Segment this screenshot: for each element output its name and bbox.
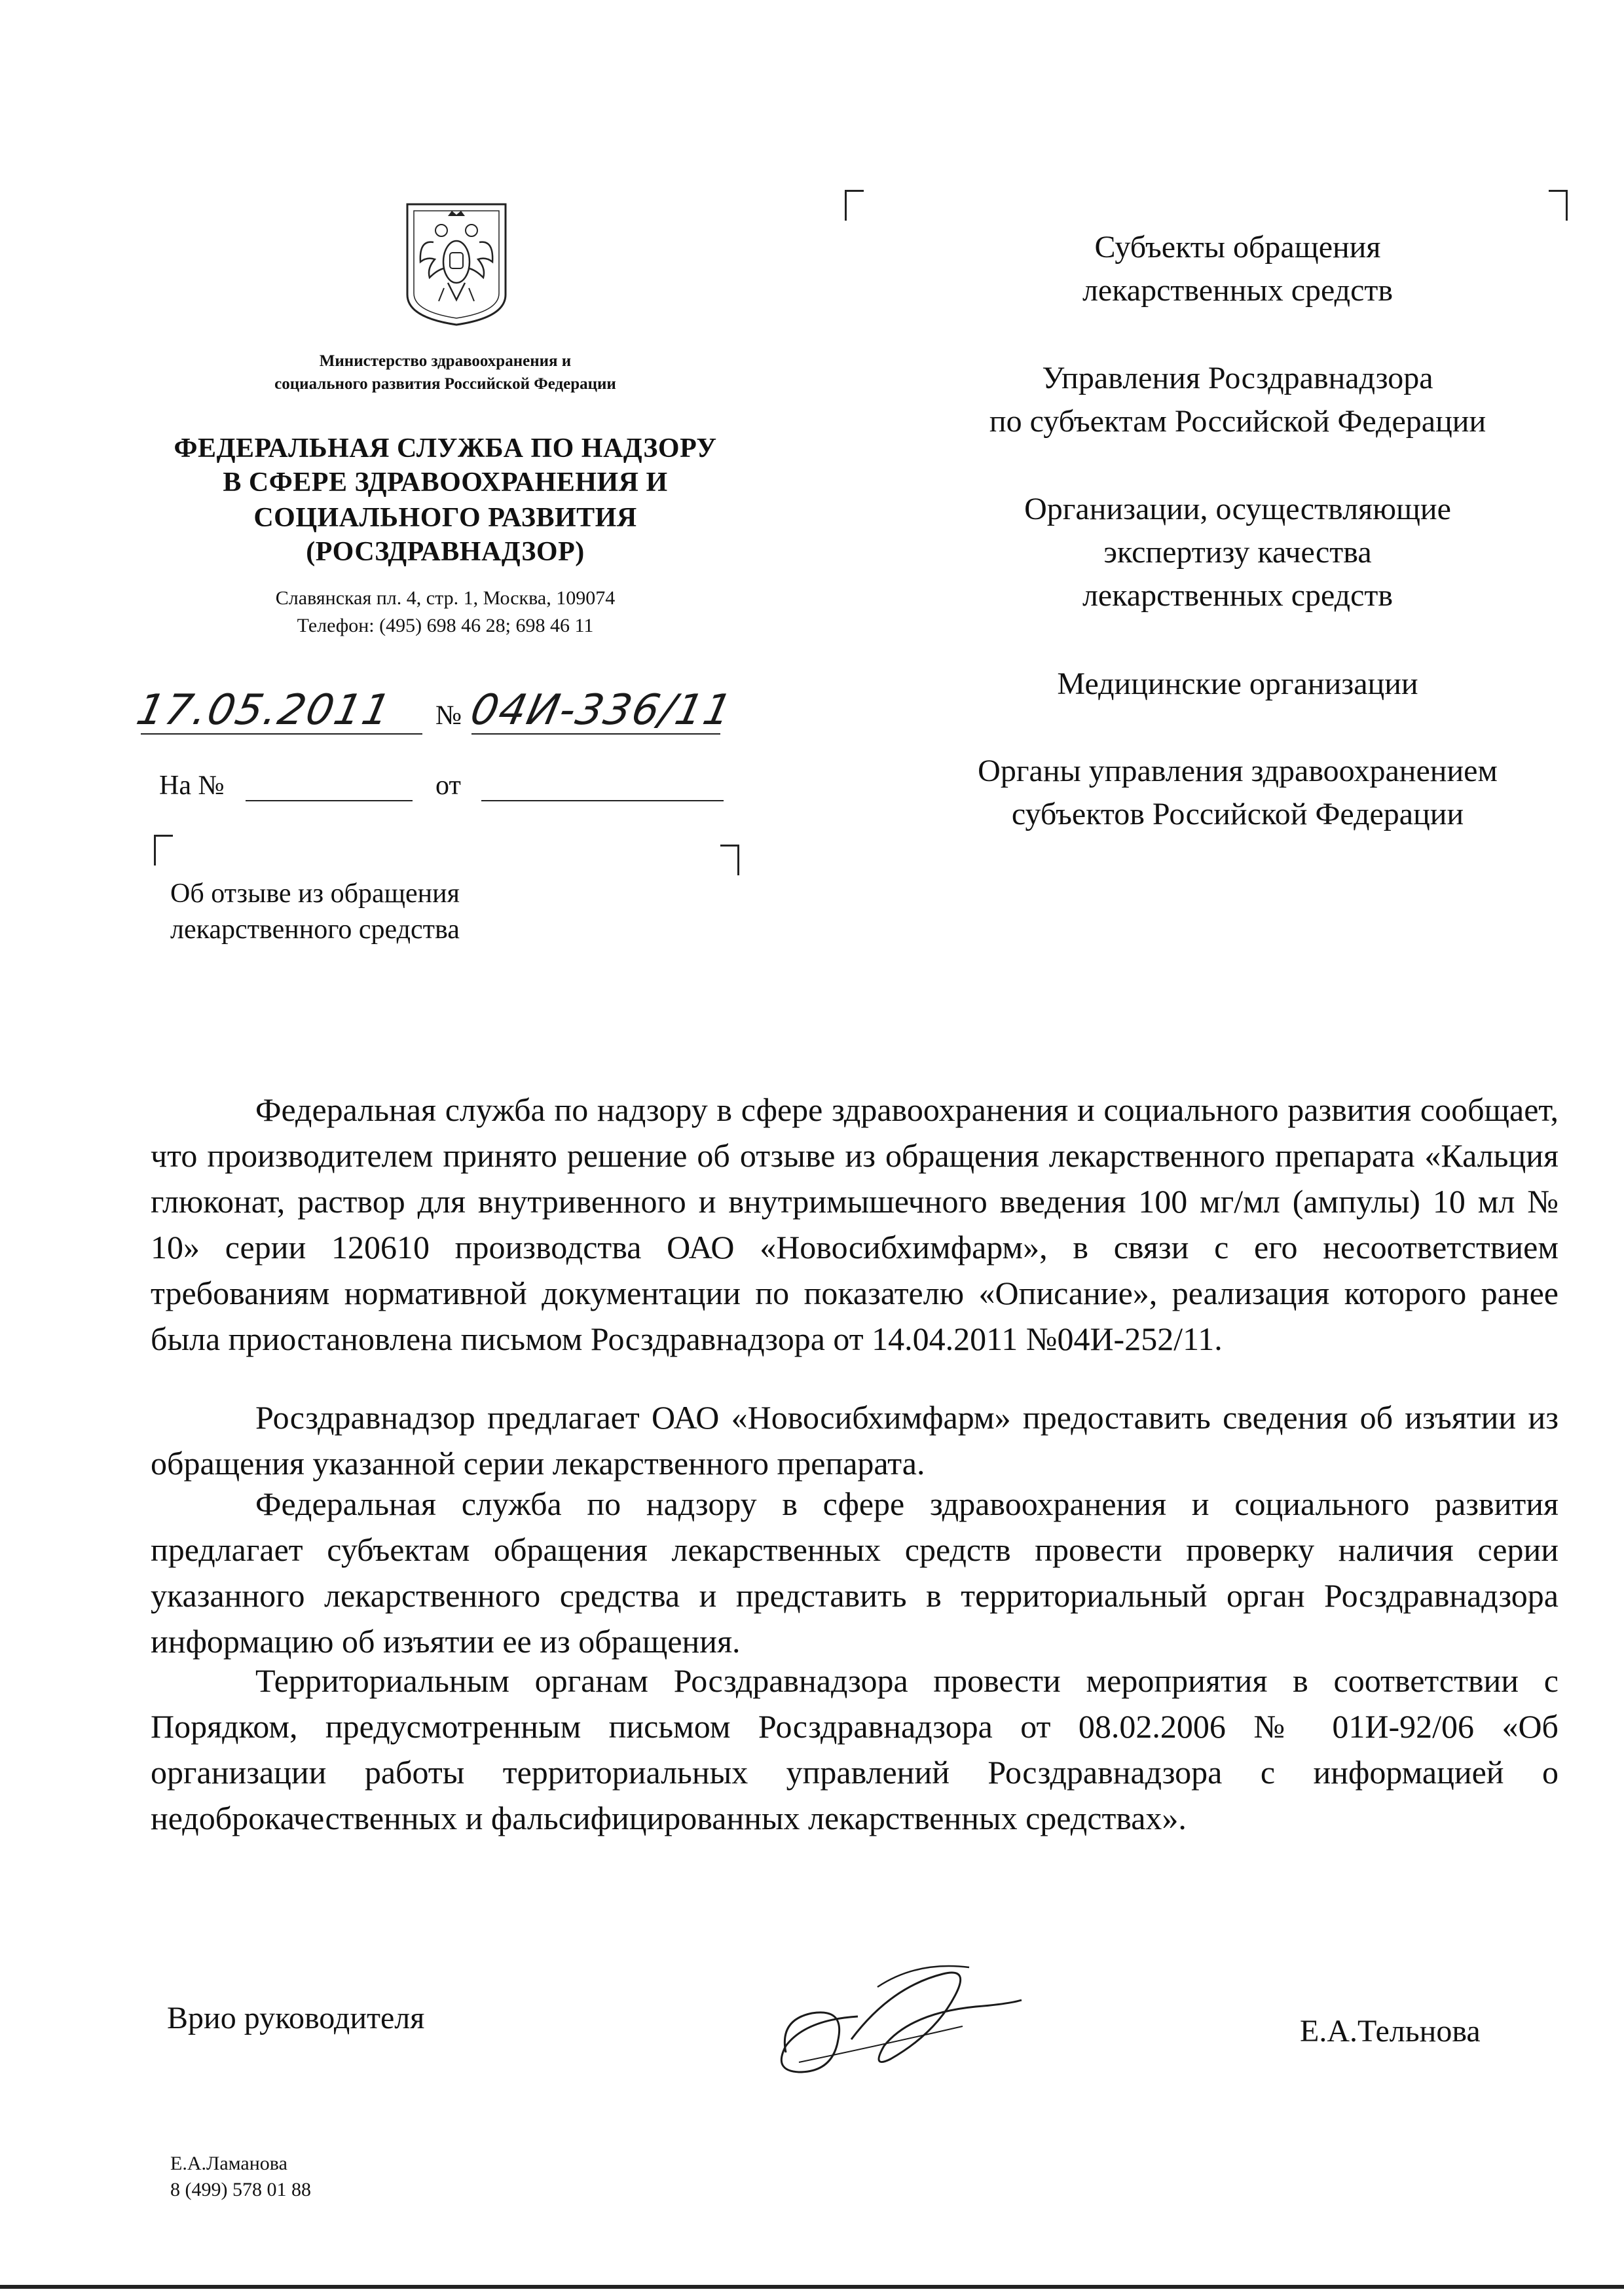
- handwritten-signature: [760, 1948, 1035, 2092]
- recipient-3: [910, 488, 1565, 617]
- body-paragraph-4: Территориальным органам Росздравнадзора провести мероприятия в соответствии с Порядком, предусмотренным письмом Росздравнадзора от 08.02.2006 № 01И-92/06 «Об организации работы территориальных управлений Росздравнадзора с информацией о недоброкачественных и фальсифицированных лекарственных средствах».: [151, 1662, 1559, 1836]
- agency-phone: Телефон: (495) 698 46 28; 698 46 11: [297, 615, 594, 636]
- signer-position: Врио руководителя: [167, 2001, 425, 2035]
- subject-line-2: лекарственного средства: [170, 915, 460, 945]
- body-paragraph-1: Федеральная служба по надзору в сфере здравоохранения и социального развития сообщает, что производителем принято решение об отзыве из обращения лекарственного препарата «Кальция глюконат, раствор для внутривенного и внутримышечного введения 100 мг/мл (ампулы) 10 мл № 10» серии 120610 производства ОАО «Новосибхимфарм», в связи с его несоответствием требованиям нормативной документации по показателю «Описание», реализация которого ранее была приостановлена письмом Росздравнадзора от 14.04.2011 №04И-252/11.: [151, 1091, 1559, 1357]
- ministry-name-line-2: социального развития Российской Федерации: [274, 375, 616, 393]
- executor-name: Е.А.Ламанова: [170, 2153, 287, 2174]
- recipient-4-line-1: Медицинские организации: [1057, 666, 1418, 701]
- recipient-5-line-1: Органы управления здравоохранением: [978, 754, 1498, 788]
- agency-address: Славянская пл. 4, стр. 1, Москва, 109074: [275, 587, 616, 609]
- from-label: от: [435, 771, 461, 801]
- recipient-4: [910, 663, 1565, 706]
- recipient-3-line-2: экспертизу качества: [1103, 535, 1372, 570]
- ministry-name-line-1: Министерство здравоохранения и: [319, 352, 572, 370]
- coat-of-arms-emblem: [401, 196, 512, 327]
- handwritten-date: 17.05.2011: [132, 686, 396, 735]
- recipient-corner-right: [1549, 190, 1568, 221]
- reply-to-underline: [246, 800, 413, 801]
- recipient-3-line-1: Организации, осуществляющие: [1024, 492, 1451, 526]
- recipient-5-line-2: субъектов Российской Федерации: [1011, 797, 1464, 831]
- recipient-1-line-1: Субъекты обращения: [1094, 230, 1381, 264]
- subject-line-1: Об отзыве из обращения: [170, 879, 460, 909]
- subject-corner-right: [720, 845, 739, 875]
- recipient-2: [910, 357, 1565, 443]
- agency-name-line-4: (РОСЗДРАВНАДЗОР): [306, 537, 585, 567]
- recipient-1-line-2: лекарственных средств: [1082, 273, 1393, 308]
- agency-name-line-2: В СФЕРЕ ЗДРАВООХРАНЕНИЯ И: [223, 467, 668, 498]
- recipient-2-line-2: по субъектам Российской Федерации: [989, 404, 1486, 439]
- body-paragraph-2: Росздравнадзор предлагает ОАО «Новосибхимфарм» предоставить сведения об изъятии из обращения указанной серии лекарственного препарата.: [151, 1399, 1559, 1482]
- number-underline: [471, 733, 720, 735]
- recipient-5: [910, 750, 1565, 836]
- agency-name-line-1: ФЕДЕРАЛЬНАЯ СЛУЖБА ПО НАДЗОРУ: [174, 433, 717, 464]
- agency-name-line-3: СОЦИАЛЬНОГО РАЗВИТИЯ: [253, 503, 637, 533]
- number-label: №: [435, 701, 462, 731]
- recipient-corner-left: [845, 190, 864, 221]
- recipient-2-line-1: Управления Росздравнадзора: [1042, 361, 1433, 395]
- executor-phone: 8 (499) 578 01 88: [170, 2179, 311, 2200]
- date-underline: [141, 733, 422, 735]
- handwritten-number: 04И-336/11: [466, 686, 737, 735]
- body-paragraph-3: Федеральная служба по надзору в сфере здравоохранения и социального развития предлагает субъектам обращения лекарственных средств провести проверку наличия серии указанного лекарственного средства и представить в территориальный орган Росздравнадзора информацию об изъятии ее из обращения.: [151, 1485, 1559, 1660]
- recipient-1: [910, 226, 1565, 312]
- page-bottom-rule: [0, 2285, 1624, 2289]
- reply-to-label: На №: [159, 771, 225, 801]
- subject-corner-left: [154, 835, 173, 866]
- from-underline: [481, 800, 724, 801]
- recipient-3-line-3: лекарственных средств: [1082, 578, 1393, 613]
- signer-name: Е.А.Тельнова: [1300, 2014, 1481, 2049]
